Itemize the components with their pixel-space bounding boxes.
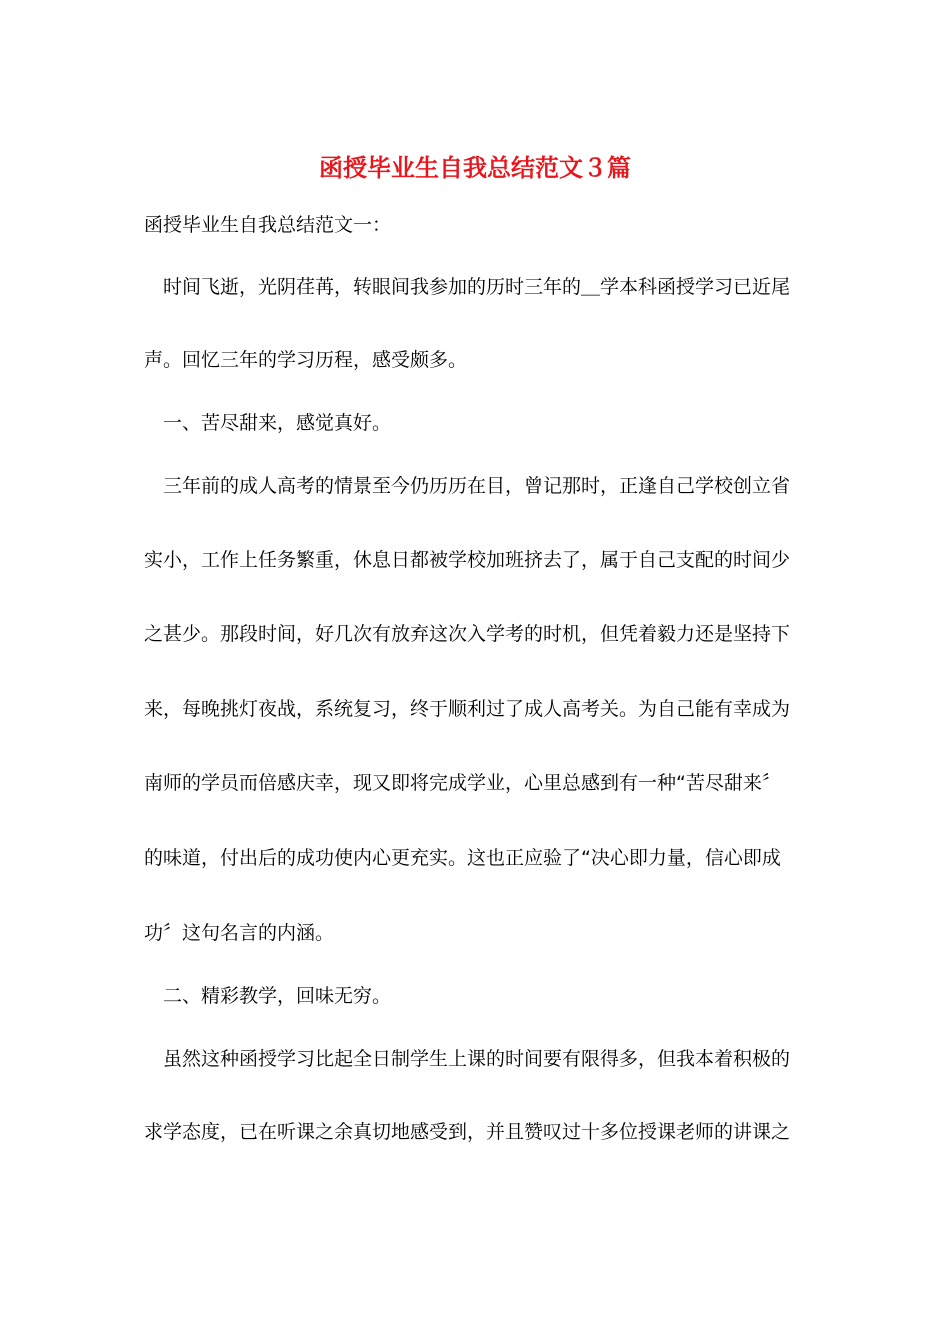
paragraph-line: 功〞这句名言的内涵。 bbox=[144, 922, 335, 944]
paragraph-line: 之甚少。那段时间，好几次有放弃这次入学考的时机，但凭着毅力还是坚持下 bbox=[144, 623, 791, 645]
paragraph-line: 的味道，付出后的成功使内心更充实。这也正应验了“决心即力量，信心即成 bbox=[144, 847, 781, 869]
subheading: 一、苦尽甜来，感觉真好。 bbox=[163, 412, 392, 434]
paragraph-line: 南师的学员而倍感庆幸，现又即将完成学业，心里总感到有一种“苦尽甜来〞 bbox=[144, 772, 781, 794]
subheading: 二、精彩教学，回味无穷。 bbox=[163, 985, 392, 1007]
document-title: 函授毕业生自我总结范文３篇 bbox=[319, 153, 631, 182]
section-heading: 函授毕业生自我总结范文一： bbox=[144, 214, 392, 236]
paragraph-line: 来，每晚挑灯夜战，系统复习，终于顺利过了成人高考关。为自己能有幸成为 bbox=[144, 698, 791, 720]
paragraph-line: 虽然这种函授学习比起全日制学生上课的时间要有限得多，但我本着积极的 bbox=[163, 1048, 791, 1070]
paragraph-line: 时间飞逝，光阴荏苒，转眼间我参加的历时三年的＿学本科函授学习已近尾 bbox=[163, 276, 791, 298]
paragraph-line: 三年前的成人高考的情景至今仍历历在目，曾记那时，正逢自己学校创立省 bbox=[163, 475, 791, 497]
paragraph-line: 求学态度，已在听课之余真切地感受到，并且赞叹过十多位授课老师的讲课之 bbox=[144, 1121, 791, 1143]
paragraph-line: 实小，工作上任务繁重，休息日都被学校加班挤去了，属于自己支配的时间少 bbox=[144, 549, 791, 571]
paragraph-line: 声。回忆三年的学习历程，感受颇多。 bbox=[144, 349, 468, 371]
